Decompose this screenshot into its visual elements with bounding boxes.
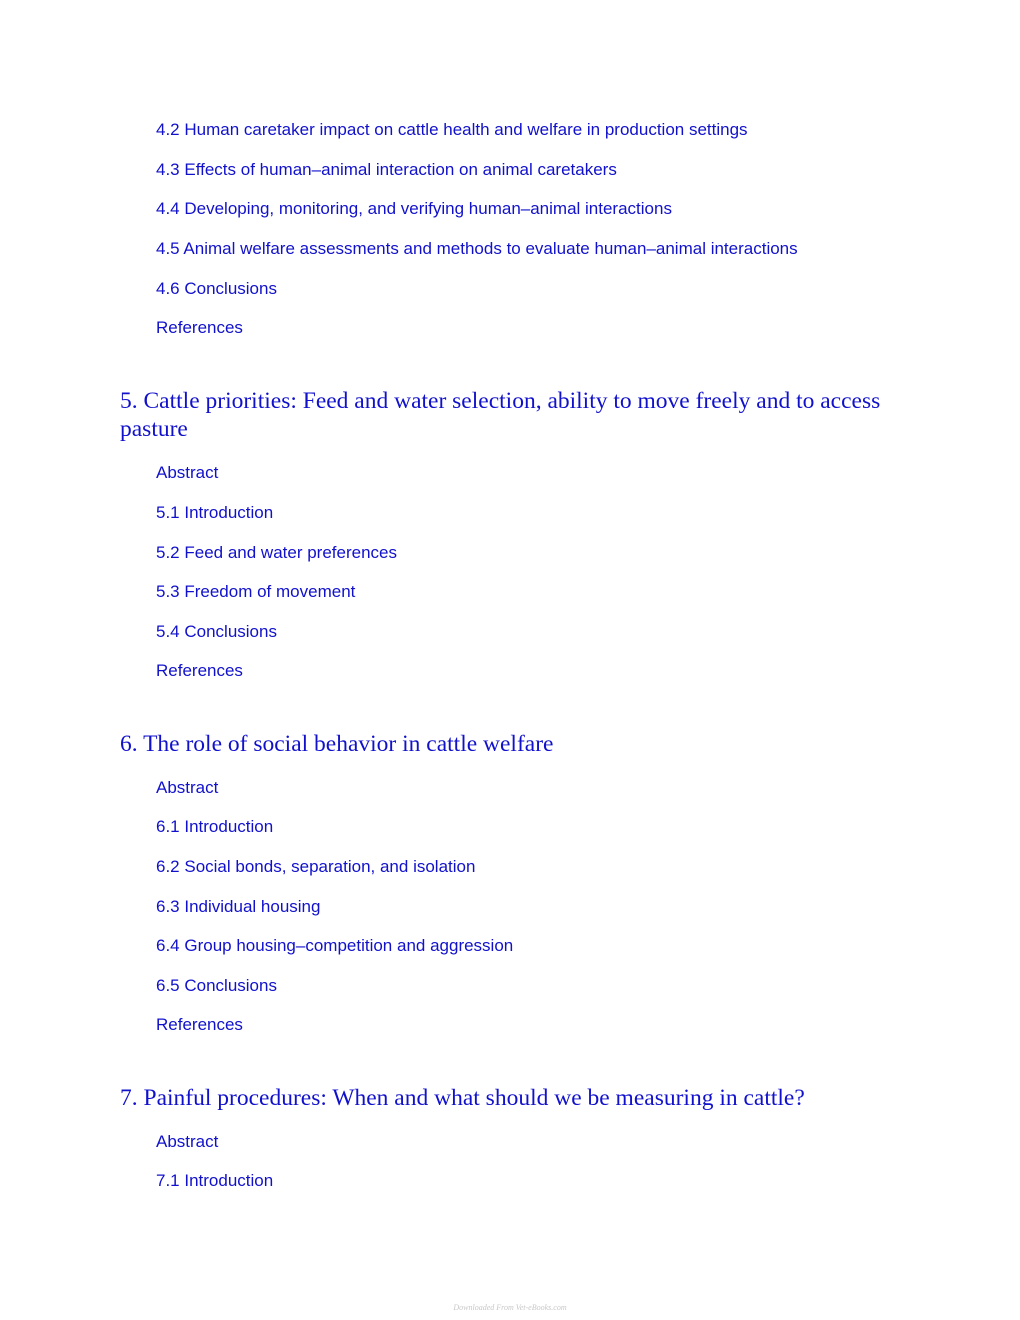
toc-link-4-references[interactable]: References xyxy=(156,318,243,337)
toc-link-6-references[interactable]: References xyxy=(156,1015,243,1034)
toc-link-4-5[interactable]: 4.5 Animal welfare assessments and methods to evaluate human–animal interactions xyxy=(156,239,798,258)
toc-link-6-1[interactable]: 6.1 Introduction xyxy=(156,817,274,836)
download-watermark: Downloaded From Vet-eBooks.com xyxy=(453,1303,567,1312)
chapter-title-6[interactable]: 6. The role of social behavior in cattle welfare xyxy=(120,731,554,757)
toc-link-5-1[interactable]: 5.1 Introduction xyxy=(156,503,274,522)
toc-link-5-3[interactable]: 5.3 Freedom of movement xyxy=(156,582,356,601)
toc-link-5-references[interactable]: References xyxy=(156,661,243,680)
toc-link-4-2[interactable]: 4.2 Human caretaker impact on cattle health and welfare in production settings xyxy=(156,120,748,139)
toc-link-5-abstract[interactable]: Abstract xyxy=(156,463,219,482)
toc-link-4-3[interactable]: 4.3 Effects of human–animal interaction on animal caretakers xyxy=(156,160,617,179)
toc-link-7-abstract[interactable]: Abstract xyxy=(156,1132,219,1151)
toc-link-6-2[interactable]: 6.2 Social bonds, separation, and isolation xyxy=(156,857,476,876)
toc-link-5-4[interactable]: 5.4 Conclusions xyxy=(156,622,277,641)
toc-link-6-3[interactable]: 6.3 Individual housing xyxy=(156,897,321,916)
toc-link-4-4[interactable]: 4.4 Developing, monitoring, and verifying human–animal interactions xyxy=(156,199,672,218)
chapter-title-5[interactable]: 5. Cattle priorities: Feed and water selection, ability to move freely and to access pasture xyxy=(120,388,881,442)
toc-link-5-2[interactable]: 5.2 Feed and water preferences xyxy=(156,543,397,562)
toc-link-6-5[interactable]: 6.5 Conclusions xyxy=(156,976,277,995)
toc-link-6-4[interactable]: 6.4 Group housing–competition and aggression xyxy=(156,936,514,955)
toc-link-7-1[interactable]: 7.1 Introduction xyxy=(156,1171,274,1190)
toc-link-6-abstract[interactable]: Abstract xyxy=(156,778,219,797)
chapter-title-7[interactable]: 7. Painful procedures: When and what should we be measuring in cattle? xyxy=(120,1085,805,1111)
toc-link-4-6[interactable]: 4.6 Conclusions xyxy=(156,279,277,298)
